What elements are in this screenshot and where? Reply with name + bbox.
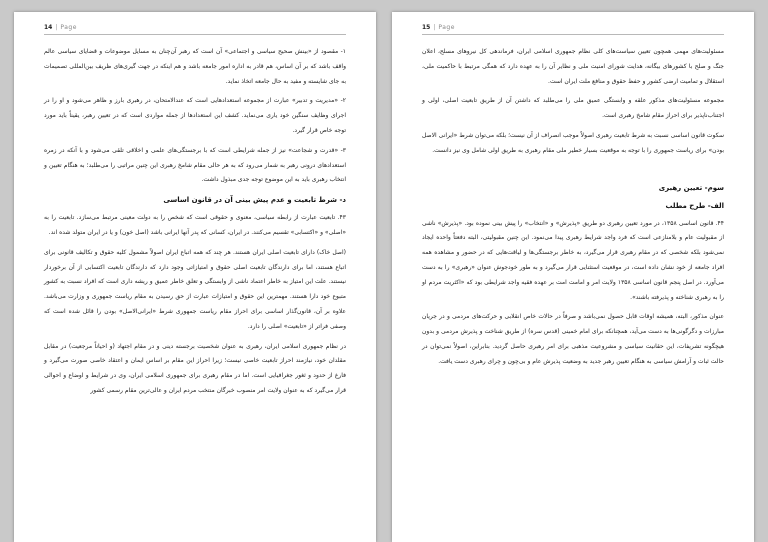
page-label: Page: [438, 24, 455, 31]
paragraph: ۲- «مدیریت و تدبیر» عبارت از مجموعه استعدادهایی است که عندالامتحان، در رهبری بارز و ظاهر می‌شود و او را در اجرای وظایف سنگین خود یاری می‌نماید. کشف این استعدادها از جمله مواردی است که در تعیین رهبر، یقیناً باید مورد توجه خاص قرار گیرد.: [44, 97, 346, 134]
page-number: 15: [422, 24, 431, 31]
paragraph: مسئولیت‌های مهمی همچون تعیین سیاست‌های کلی نظام جمهوری اسلامی ایران، فرماندهی کل نیروهای مسلح، اعلان جنگ و صلح با کشورهای بیگانه، هدایت شورای امنیت ملی و نظایر آن را به عهده دارد که همگی مرتبط با حاکمیت ملی، استقلال و تمامیت ارضی کشور و حفظ حقوق و منافع ملت ایران است.: [422, 48, 724, 85]
page-body: [44, 45, 346, 532]
page-body: [422, 45, 724, 532]
paragraph: (اصل خاک) دارای تابعیت اصلی ایران هستند. هر چند که همه اتباع ایران اصولاً مشمول کلیه حقوق و تکالیف قانونی برای اتباع هستند، اما برای دارندگان تابعیت اصلی حقوق و امتیازاتی وجود دارد که دارندگان تابعیت اکتسابی از آن برخوردار نیستند. علت این امتیاز به خاطر اعتماد ناشی از وابستگی و تعلق خاطر عمیق و ریشه داری است که افراد نسبت به کشور متبوع خود دارا هستند. مهمترین این حقوق و امتیازات عبارت از حق رسیدن به مقام ریاست جمهوری و وزارت می‌باشد. علاوه بر آن، قانون‌گذار اساسی برای احراز مقام ریاست جمهوری شرط «ایرانی‌الاصل» بودن را قائل شده است که وصفی فراتر از «تابعیت» اصلی را دارد.: [44, 248, 346, 330]
document-page-right: [392, 12, 754, 542]
paragraph: ۴۴. قانون اساسی ۱۳۵۸، در مورد تعیین رهبری دو طریق «پذیرش» و «انتخاب» را پیش بینی نموده بود. «پذیرش» ناشی از مقبولیت عام و بلامنازعی است که فرد واجد شرایط رهبری پیدا می‌نمود. این چنین مقبولیتی، البته دفعتاً واحده ایجاد نمی‌شود بلکه شخصی که در مقام رهبری قرار می‌گیرد، به خاطر برجستگی‌ها و لیاقت‌هایی که در حضور و مشاهده همه افراد جامعه از خود نشان داده است، در موقعیت استثنایی قرار می‌گیرد و به طور خودجوش عنوان «رهبری» را به دست می‌آورد. در اصل پنجم قانون اساسی ۱۳۵۸ ولایت امر و امامت امت بر عهده فقیه واجد شرایطی بود که «اکثریت مردم او را به رهبری شناخته و پذیرفته باشند».: [422, 219, 724, 301]
page-header: [422, 24, 724, 35]
header-separator: |: [55, 24, 58, 31]
subsection-heading: الف- طرح مطلب: [665, 201, 724, 210]
section-heading: سوم- تعیین رهبری: [658, 183, 724, 192]
document-page-left: [14, 12, 376, 542]
paragraph: در نظام جمهوری اسلامی ایران، رهبری به عنوان شخصیت برجسته دینی و در مقام اجتهاد (و احیاناً مرجعیت) در مقابل مقلدان خود، نیازمند احراز تابعیت خاصی نیست؛ زیرا احراز این مقام بر اساس ایمان و اعتقاد خاصی صورت می‌گیرد و فارغ از حدود و ثغور جغرافیایی است. اما در مقام رهبری برای جمهوری اسلامی ایران، وی در شرایط و اوضاع و احوالی قرار می‌گیرد که به عنوان ولایت امر منصوب خبرگان منتخب مردم ایران و عالی‌ترین مقام رسمی کشور: [44, 342, 346, 394]
paragraph: مجموعه مسئولیت‌های مذکور علقه و وابستگی عمیق ملی را می‌طلبد که داشتن آن از طریق تابعیت اصلی، اولی و اجتناب‌ناپذیر برای احراز مقام شامخ رهبری است.: [422, 97, 724, 120]
paragraph: عنوان مذکور، البته، همیشه اوقات قابل حصول نمی‌باشد و صرفاً در حالات خاص انقلابی و حرکت‌های مردمی و در جریان مبارزات و دگرگونی‌ها به دست می‌آید، همچنانکه برای امام خمینی (قدس سره) از طریق شناخت و پذیرش مردمی و بدون هیچگونه تشریفات، این حقانیت سیاسی و مشروعیت مذهبی برای امر رهبری حاصل گردید. بنابراین، اصولاً نمی‌توان در حالت ثبات و آرامش سیاسی به هنگام تعیین رهبر جدید به وضعیت پذیرش عام و بی‌چون و چرای رهبری دست یافت.: [422, 313, 724, 365]
page-header: [44, 24, 346, 35]
paragraph: ۱- مقصود از «بینش صحیح سیاسی و اجتماعی» آن است که رهبر آن‌چنان به مسایل موضوعات و قضایای سیاسی عالم واقف باشد که بر آن اساس، هم قادر به اداره امور جامعه باشد و هم اینکه در جهت گیری‌های ظریف بین‌المللی تصمیمات به جای شایسته و مفید به حال جامعه اتخاذ نماید.: [44, 48, 346, 85]
paragraph: ۳- «قدرت و شجاعت» نیز از جمله شرایطی است که با برجستگی‌های علمی و اخلاقی تلقی می‌شود و با آنکه در زمره استعدادهای درونی رهبر به شمار می‌رود که به هر حالی مقام شامخ رهبری این چنین مراتبی را می‌طلبد؛ به هنگام تعیین و انتخاب رهبری باید به این موضوع توجه جدی مبذول داشت.: [44, 146, 346, 184]
header-separator: |: [433, 24, 436, 31]
paragraph: سکوت قانون اساسی نسبت به شرط تابعیت رهبری اصولاً موجب انصراف از آن نیست؛ بلکه می‌توان شرط «ایرانی الاصل بودن» برای ریاست جمهوری را با توجه به موقعیت بسیار خطیر ملی مقام رهبری به طریق اولی شامل وی نیز دانست.: [422, 131, 724, 154]
paragraph: ۴۳. تابعیت عبارت از رابطه سیاسی، معنوی و حقوقی است که شخص را به دولت معینی مرتبط می‌سازد. تابعیت را به «اصلی» و «اکتسابی» تقسیم می‌کنند. در ایران، کسانی که پدر آنها ایرانی باشد (اصل خون) و یا در ایران متولد شده اند.: [44, 214, 346, 236]
page-number: 14: [44, 24, 53, 31]
page-label: Page: [60, 24, 77, 31]
section-heading: د- شرط تابعیت و عدم پیش بینی آن در قانون اساسی: [163, 196, 346, 205]
